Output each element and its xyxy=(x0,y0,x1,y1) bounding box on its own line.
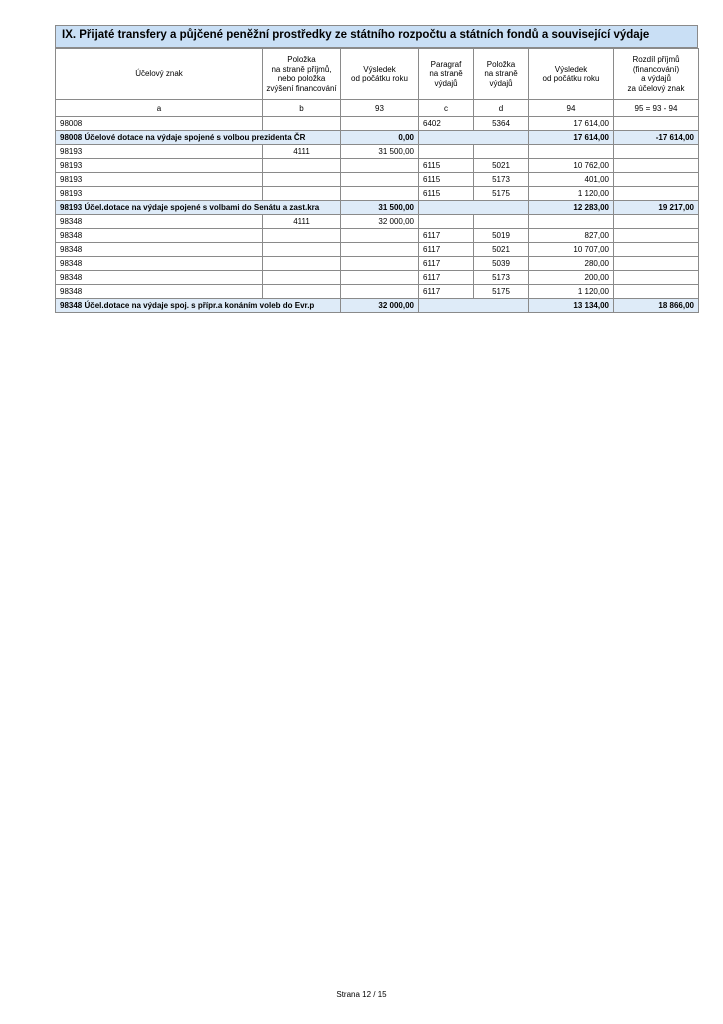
table-cell: 98348 xyxy=(56,243,263,257)
table-cell xyxy=(341,271,419,285)
table-row xyxy=(56,285,699,299)
table-cell: 5364 xyxy=(474,117,529,131)
table-cell: 5173 xyxy=(474,271,529,285)
table-cell: 98193 xyxy=(56,145,263,159)
table-cell: 5175 xyxy=(474,285,529,299)
table-body xyxy=(56,117,699,313)
table-row xyxy=(56,117,699,131)
table-cell: 32 000,00 xyxy=(341,215,419,229)
table-cell: 6117 xyxy=(419,285,474,299)
table-cell xyxy=(419,131,529,145)
table-cell xyxy=(263,243,341,257)
table-cell: 4111 xyxy=(263,215,341,229)
table-cell: 6115 xyxy=(419,187,474,201)
table-cell xyxy=(614,285,699,299)
subtotal-row xyxy=(56,299,699,313)
table-cell: 98193 xyxy=(56,159,263,173)
column-letter: 95 = 93 - 94 xyxy=(614,100,699,117)
subtotal-row xyxy=(56,201,699,215)
table-cell xyxy=(474,215,529,229)
subtotal-row xyxy=(56,131,699,145)
table-cell xyxy=(341,257,419,271)
table-cell xyxy=(263,187,341,201)
column-header-row xyxy=(56,49,699,100)
column-letter: 94 xyxy=(529,100,614,117)
table-cell: 18 866,00 xyxy=(614,299,699,313)
table-cell: 98348 xyxy=(56,215,263,229)
table-cell: 6117 xyxy=(419,271,474,285)
table-row xyxy=(56,257,699,271)
table-cell: 17 614,00 xyxy=(529,117,614,131)
table-cell xyxy=(341,229,419,243)
table-cell: 98348 xyxy=(56,229,263,243)
table-cell: 6115 xyxy=(419,173,474,187)
table-row xyxy=(56,187,699,201)
table-cell xyxy=(614,271,699,285)
table-cell xyxy=(614,215,699,229)
column-header: Položka na straně výdajů xyxy=(474,49,529,100)
table-cell xyxy=(529,215,614,229)
table-cell xyxy=(614,173,699,187)
column-header: Položka na straně příjmů, nebo položka zvýšení financování xyxy=(263,49,341,100)
table-cell xyxy=(263,173,341,187)
table-cell: 401,00 xyxy=(529,173,614,187)
page-number: Strana 12 / 15 xyxy=(336,990,387,999)
table-cell: 32 000,00 xyxy=(341,299,419,313)
table-cell: 5175 xyxy=(474,187,529,201)
table-cell xyxy=(419,299,529,313)
column-header: Účelový znak xyxy=(56,49,263,100)
table-cell xyxy=(341,187,419,201)
table-cell: 4111 xyxy=(263,145,341,159)
table-cell: 17 614,00 xyxy=(529,131,614,145)
table-cell: 5021 xyxy=(474,243,529,257)
table-cell xyxy=(263,117,341,131)
table-cell: 98008 Účelové dotace na výdaje spojené s volbou prezidenta ČR xyxy=(56,131,341,145)
column-header: Výsledek od počátku roku xyxy=(529,49,614,100)
table-cell: 5173 xyxy=(474,173,529,187)
table-cell xyxy=(341,285,419,299)
table-cell: 98193 xyxy=(56,187,263,201)
column-header: Paragraf na straně výdajů xyxy=(419,49,474,100)
table-cell: 98348 xyxy=(56,271,263,285)
table-cell: -17 614,00 xyxy=(614,131,699,145)
table-cell xyxy=(263,285,341,299)
table-cell: 19 217,00 xyxy=(614,201,699,215)
table-cell: 12 283,00 xyxy=(529,201,614,215)
column-header: Rozdíl příjmů (financování) a výdajů za účelový znak xyxy=(614,49,699,100)
table-cell: 6117 xyxy=(419,257,474,271)
table-cell xyxy=(419,145,474,159)
table-cell xyxy=(341,117,419,131)
table-cell xyxy=(341,173,419,187)
table-cell xyxy=(341,159,419,173)
table-cell xyxy=(614,229,699,243)
table-cell: 280,00 xyxy=(529,257,614,271)
table-cell: 6117 xyxy=(419,243,474,257)
table-cell: 6117 xyxy=(419,229,474,243)
table-cell xyxy=(263,257,341,271)
report xyxy=(55,25,698,313)
table-row xyxy=(56,159,699,173)
table-cell: 98348 xyxy=(56,257,263,271)
table-cell: 5039 xyxy=(474,257,529,271)
column-header: Výsledek od počátku roku xyxy=(341,49,419,100)
table-cell: 827,00 xyxy=(529,229,614,243)
table-cell: 98008 xyxy=(56,117,263,131)
column-letter: 93 xyxy=(341,100,419,117)
table-cell: 1 120,00 xyxy=(529,285,614,299)
table-cell xyxy=(263,229,341,243)
column-letter: d xyxy=(474,100,529,117)
table-row xyxy=(56,215,699,229)
table-cell xyxy=(614,187,699,201)
table-cell: 5019 xyxy=(474,229,529,243)
table-cell: 13 134,00 xyxy=(529,299,614,313)
table-cell xyxy=(529,145,614,159)
table-cell: 10 762,00 xyxy=(529,159,614,173)
table-cell xyxy=(419,201,529,215)
table-row xyxy=(56,243,699,257)
table-cell: 98193 xyxy=(56,173,263,187)
table-cell xyxy=(614,159,699,173)
table-cell xyxy=(341,243,419,257)
table-cell: 98348 xyxy=(56,285,263,299)
table-cell: 31 500,00 xyxy=(341,201,419,215)
table-cell xyxy=(419,215,474,229)
table-row xyxy=(56,229,699,243)
table-cell: 10 707,00 xyxy=(529,243,614,257)
table-cell: 0,00 xyxy=(341,131,419,145)
table-cell: 1 120,00 xyxy=(529,187,614,201)
table-cell: 5021 xyxy=(474,159,529,173)
table-row xyxy=(56,271,699,285)
table-cell: 6402 xyxy=(419,117,474,131)
table-cell xyxy=(263,271,341,285)
table-cell: 31 500,00 xyxy=(341,145,419,159)
table-cell xyxy=(614,257,699,271)
section-title: IX. Přijaté transfery a půjčené peněžní prostředky ze státního rozpočtu a státních fondů a související výdaje xyxy=(55,25,698,48)
table-row xyxy=(56,173,699,187)
table-cell: 200,00 xyxy=(529,271,614,285)
table-cell xyxy=(474,145,529,159)
table-cell: 6115 xyxy=(419,159,474,173)
column-letter: c xyxy=(419,100,474,117)
table-cell: 98193 Účel.dotace na výdaje spojené s volbami do Senátu a zast.kra xyxy=(56,201,341,215)
table-cell xyxy=(614,145,699,159)
table-cell: 98348 Účel.dotace na výdaje spoj. s přípr.a konáním voleb do Evr.p xyxy=(56,299,341,313)
table-cell xyxy=(614,243,699,257)
column-letter: b xyxy=(263,100,341,117)
transfers-table xyxy=(55,48,699,313)
table-cell xyxy=(263,159,341,173)
column-letter-row xyxy=(56,100,699,117)
table-cell xyxy=(614,117,699,131)
table-row xyxy=(56,145,699,159)
column-letter: a xyxy=(56,100,263,117)
